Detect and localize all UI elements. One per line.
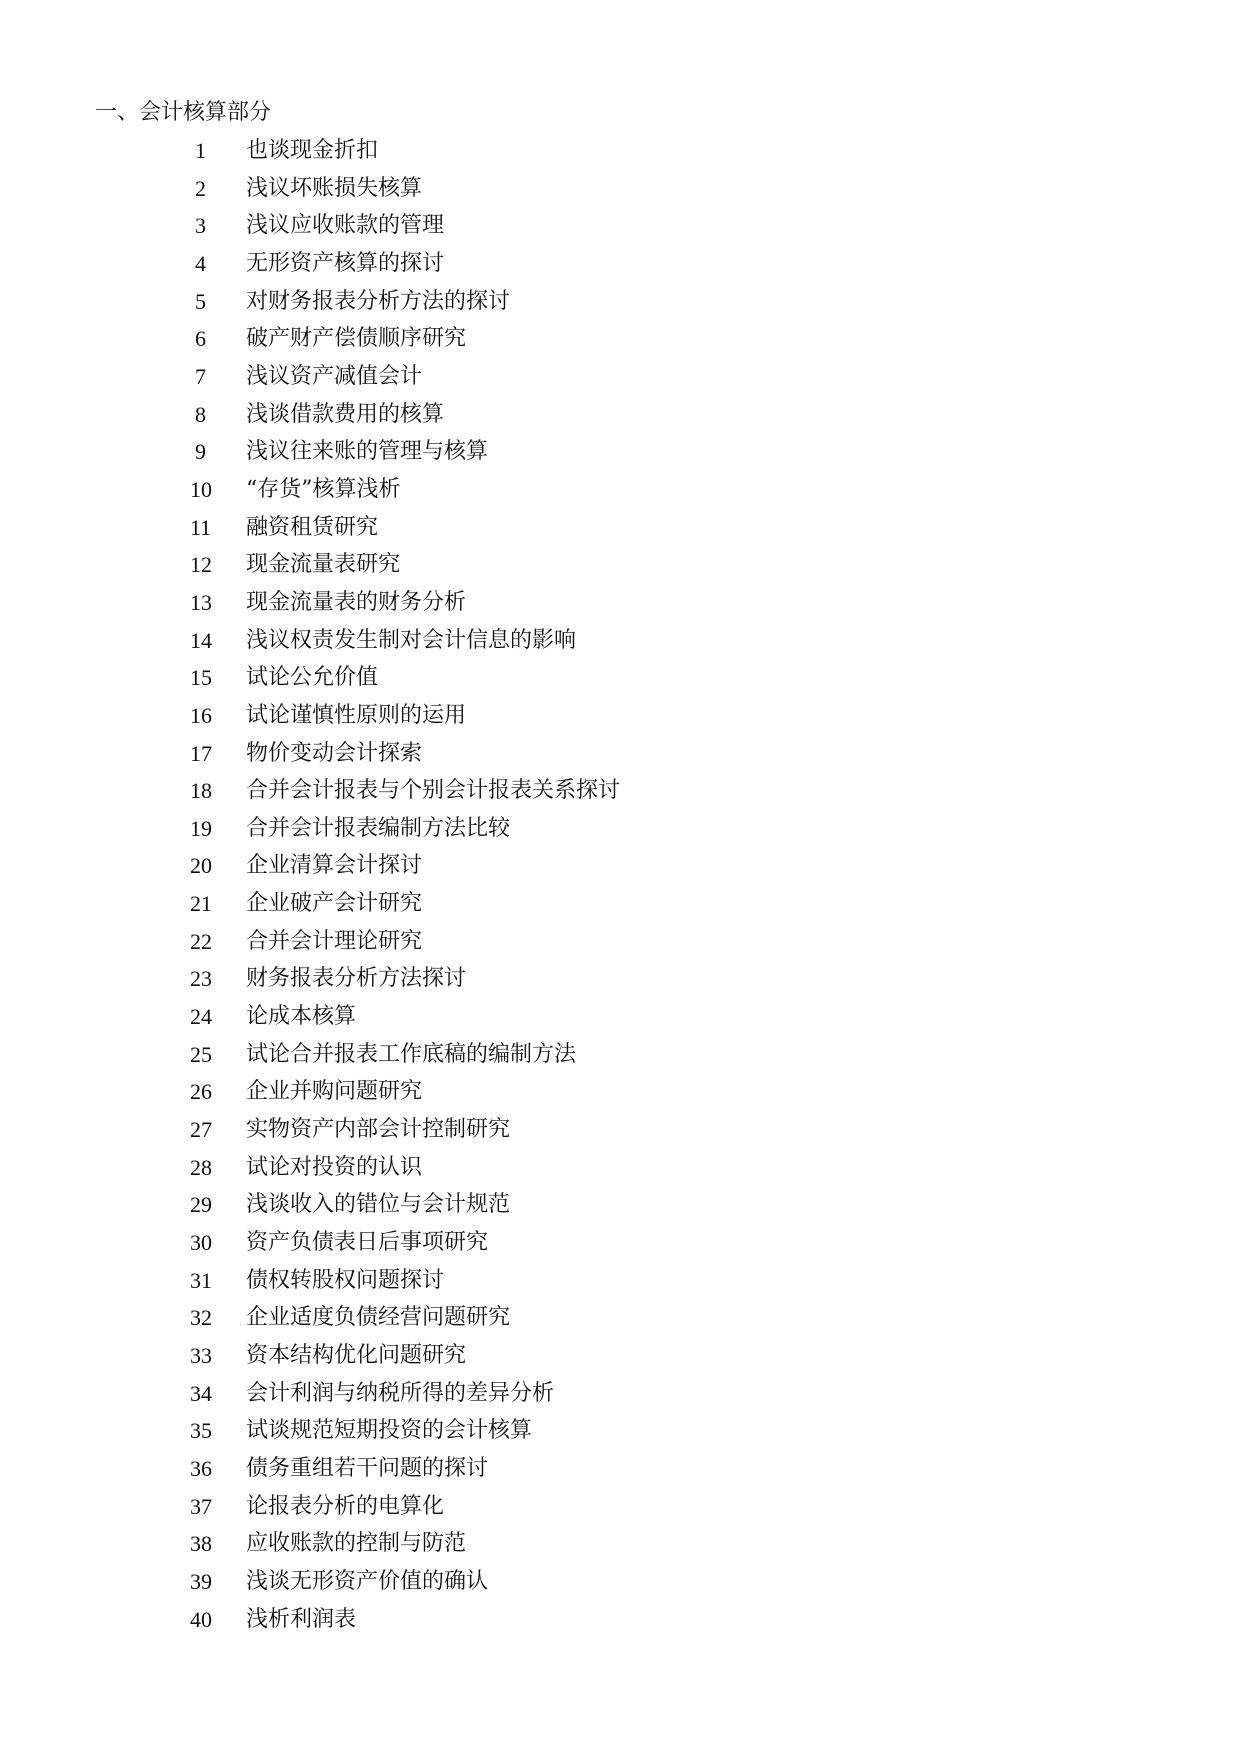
topic-title: 企业并购问题研究 [246, 1079, 423, 1105]
topic-number: 21 [190, 891, 212, 917]
topic-title: 浅析利润表 [246, 1606, 357, 1632]
topic-number: 1 [195, 138, 206, 163]
topic-title: 合并会计理论研究 [246, 928, 423, 954]
list-item [190, 550, 620, 588]
list-item [190, 663, 620, 701]
topic-number: 17 [190, 740, 212, 766]
list-item [190, 1228, 620, 1266]
topic-number: 36 [190, 1455, 212, 1481]
topic-title: 论报表分析的电算化 [246, 1493, 445, 1519]
topic-title: 试论公允价值 [246, 665, 379, 691]
topic-title: 破产财产偿债顺序研究 [246, 326, 467, 352]
topic-title: 财务报表分析方法探讨 [246, 966, 467, 992]
topic-number: 26 [190, 1079, 212, 1105]
list-item [190, 362, 620, 400]
topic-number: 20 [190, 853, 212, 879]
list-item [190, 324, 620, 362]
topic-number: 7 [195, 363, 206, 389]
topic-title: 也谈现金折扣 [246, 138, 379, 163]
list-item [190, 287, 620, 325]
list-item [190, 1341, 620, 1379]
topic-number: 35 [190, 1418, 212, 1444]
topic-number: 5 [195, 288, 206, 314]
topic-list [190, 136, 620, 1642]
topic-number: 9 [195, 439, 206, 465]
list-item [190, 1153, 620, 1191]
list-item [190, 1303, 620, 1341]
topic-number: 4 [195, 250, 206, 276]
topic-number: 38 [190, 1531, 212, 1557]
topic-number: 34 [190, 1380, 212, 1406]
topic-title: 试谈规范短期投资的会计核算 [246, 1418, 533, 1444]
topic-number: 12 [190, 552, 212, 578]
list-item [190, 964, 620, 1002]
list-item [190, 701, 620, 739]
list-item [190, 1567, 620, 1605]
topic-title: 实物资产内部会计控制研究 [246, 1117, 511, 1143]
topic-title: 论成本核算 [246, 1004, 357, 1030]
list-item [190, 1379, 620, 1417]
topic-number: 27 [190, 1117, 212, 1143]
topic-title: 浅议权责发生制对会计信息的影响 [246, 627, 577, 653]
topic-title: 试论谨慎性原则的运用 [246, 702, 467, 728]
topic-title: 现金流量表的财务分析 [246, 589, 467, 615]
list-item [190, 851, 620, 889]
topic-number: 33 [190, 1343, 212, 1368]
topic-number: 16 [190, 702, 212, 728]
topic-title: 浅谈借款费用的核算 [246, 401, 445, 427]
list-item [190, 1266, 620, 1304]
list-item [190, 739, 620, 777]
list-item [190, 437, 620, 475]
topic-title: 资本结构优化问题研究 [246, 1343, 467, 1368]
topic-title: 物价变动会计探索 [246, 740, 423, 766]
list-item [190, 889, 620, 927]
topic-title: 企业清算会计探讨 [246, 853, 423, 879]
list-item [190, 1492, 620, 1530]
list-item [190, 400, 620, 438]
topic-number: 15 [190, 665, 212, 691]
list-item [190, 174, 620, 212]
topic-number: 3 [195, 213, 206, 239]
topic-number: 25 [190, 1041, 212, 1067]
list-item [190, 1002, 620, 1040]
list-item [190, 475, 620, 513]
topic-number: 23 [190, 966, 212, 992]
list-item [190, 211, 620, 249]
topic-title: 浅议应收账款的管理 [246, 213, 445, 239]
list-item [190, 1454, 620, 1492]
topic-number: 10 [190, 476, 212, 502]
topic-number: 28 [190, 1154, 212, 1180]
topic-title: “存货”核算浅析 [246, 476, 401, 502]
topic-title: 浅议坏账损失核算 [246, 175, 423, 201]
list-item [190, 1605, 620, 1643]
topic-title: 浅议往来账的管理与核算 [246, 439, 489, 465]
list-item [190, 1115, 620, 1153]
topic-number: 32 [190, 1305, 212, 1331]
topic-title: 企业适度负债经营问题研究 [246, 1305, 511, 1331]
topic-number: 39 [190, 1568, 212, 1594]
list-item [190, 513, 620, 551]
list-item [190, 1190, 620, 1228]
topic-number: 13 [190, 589, 212, 615]
list-item [190, 626, 620, 664]
list-item [190, 136, 620, 174]
topic-title: 对财务报表分析方法的探讨 [246, 288, 511, 314]
topic-title: 应收账款的控制与防范 [246, 1531, 467, 1557]
topic-title: 资产负债表日后事项研究 [246, 1230, 489, 1256]
topic-title: 融资租赁研究 [246, 514, 379, 540]
topic-title: 债务重组若干问题的探讨 [246, 1455, 489, 1481]
topic-title: 浅谈收入的错位与会计规范 [246, 1192, 511, 1218]
topic-title: 会计利润与纳税所得的差异分析 [246, 1380, 555, 1406]
list-item [190, 814, 620, 852]
list-item [190, 588, 620, 626]
topic-number: 2 [195, 175, 206, 201]
topic-number: 22 [190, 928, 212, 954]
topic-title: 合并会计报表与个别会计报表关系探讨 [246, 778, 621, 804]
list-item [190, 1040, 620, 1078]
list-item [190, 927, 620, 965]
topic-title: 试论对投资的认识 [246, 1154, 423, 1180]
topic-title: 企业破产会计研究 [246, 891, 423, 917]
topic-number: 6 [195, 326, 206, 352]
topic-number: 18 [190, 778, 212, 804]
list-item [190, 249, 620, 287]
topic-title: 现金流量表研究 [246, 552, 401, 578]
topic-title: 试论合并报表工作底稿的编制方法 [246, 1041, 577, 1067]
list-item [190, 1416, 620, 1454]
topic-title: 无形资产核算的探讨 [246, 250, 445, 276]
topic-number: 24 [190, 1004, 212, 1030]
topic-number: 8 [195, 401, 206, 427]
topic-number: 11 [190, 514, 212, 540]
topic-title: 合并会计报表编制方法比较 [246, 815, 511, 841]
topic-title: 浅议资产减值会计 [246, 363, 423, 389]
topic-number: 37 [190, 1493, 212, 1519]
topic-number: 19 [190, 815, 212, 841]
topic-number: 31 [190, 1267, 212, 1293]
list-item [190, 776, 620, 814]
list-item [190, 1077, 620, 1115]
list-item [190, 1529, 620, 1567]
topic-number: 30 [190, 1230, 212, 1256]
topic-title: 债权转股权问题探讨 [246, 1267, 445, 1293]
topic-number: 29 [190, 1192, 212, 1218]
topic-title: 浅谈无形资产价值的确认 [246, 1568, 489, 1594]
topic-number: 40 [190, 1606, 212, 1632]
topic-number: 14 [190, 627, 212, 653]
section-heading: 一、会计核算部分 [95, 100, 272, 125]
